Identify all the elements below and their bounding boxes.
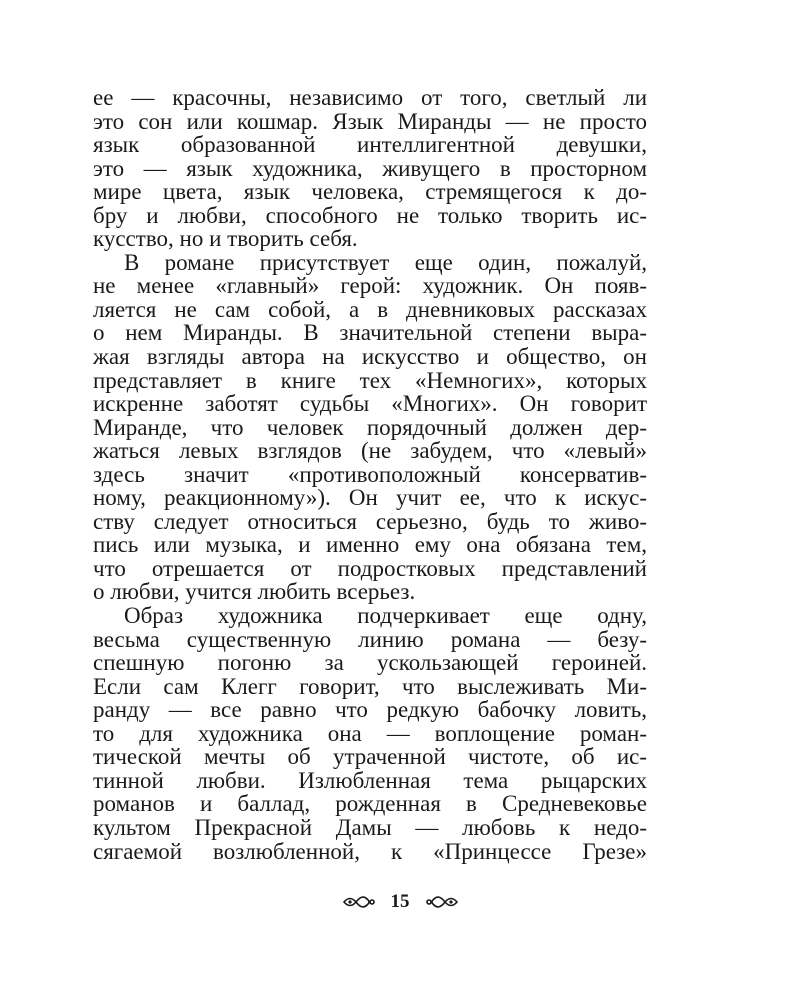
text-line: Если сам Клегг говорит, что выслеживать Ми- xyxy=(93,673,647,699)
paragraph-3 xyxy=(93,604,647,863)
text-line: культом Прекрасной Дамы — любовь к недо- xyxy=(93,814,647,840)
text-line: В романе присутствует еще один, пожалуй, xyxy=(124,249,647,275)
text-line: ранду — все равно что редкую бабочку ловить, xyxy=(93,697,647,723)
paragraph-2 xyxy=(93,251,647,604)
text-line: ству следует относиться серьезно, будь то живо- xyxy=(93,508,647,534)
text-line: язык образованной интеллигентной девушки, xyxy=(93,132,647,158)
text-line: пись или музыка, и именно ему она обязана тем, xyxy=(93,532,647,558)
text-line: о любви, учится любить всерьез. xyxy=(93,579,416,605)
text-line: спешную погоню за ускользающей героиней. xyxy=(93,650,647,676)
text-line: сягаемой возлюбленной, к «Принцессе Грезе» xyxy=(93,838,647,864)
text-line: не менее «главный» герой: художник. Он появ- xyxy=(93,273,647,299)
text-line: о нем Миранды. В значительной степени выра- xyxy=(93,320,647,346)
floral-ornament-icon xyxy=(424,891,460,913)
text-line: жая взгляды автора на искусство и общество, он xyxy=(93,344,647,370)
text-line: Миранде, что человек порядочный должен дер- xyxy=(93,414,647,440)
text-line: весьма существенную линию романа — безу- xyxy=(93,626,647,652)
text-line: тинной любви. Излюбленная тема рыцарских xyxy=(93,767,647,793)
text-line: здесь значит «противоположный консерватив- xyxy=(93,461,647,487)
text-line: это сон или кошмар. Язык Миранды — не просто xyxy=(93,108,647,134)
text-line: бру и любви, способного не только творить ис- xyxy=(93,202,647,228)
text-line: мире цвета, язык человека, стремящегося к до- xyxy=(93,179,647,205)
text-line: то для художника она — воплощение роман- xyxy=(93,720,647,746)
floral-ornament-icon xyxy=(341,891,377,913)
text-line: Образ художника подчеркивает еще одну, xyxy=(124,603,647,629)
text-line: это — язык художника, живущего в просторном xyxy=(93,155,647,181)
text-line: жаться левых взглядов (не забудем, что «левый» xyxy=(93,438,647,464)
text-line: романов и баллад, рожденная в Средневековье xyxy=(93,791,647,817)
text-line: ному, реакционному»). Он учит ее, что к искус- xyxy=(93,485,647,511)
page-footer xyxy=(0,888,800,916)
text-line: кусство, но и творить себя. xyxy=(93,226,358,252)
body-text xyxy=(93,86,647,863)
text-line: искренне заботят судьбы «Многих». Он говорит xyxy=(93,391,647,417)
page-number: 15 xyxy=(390,891,410,912)
text-line: ляется не сам собой, а в дневниковых рассказах xyxy=(93,296,647,322)
paragraph-1 xyxy=(93,86,647,251)
text-line: что отрешается от подростковых представлений xyxy=(93,555,647,581)
text-line: тической мечты об утраченной чистоте, об ис- xyxy=(93,744,647,770)
text-line: ее — красочны, независимо от того, светлый ли xyxy=(93,85,647,110)
text-line: представляет в книге тех «Немногих», которых xyxy=(93,367,647,393)
